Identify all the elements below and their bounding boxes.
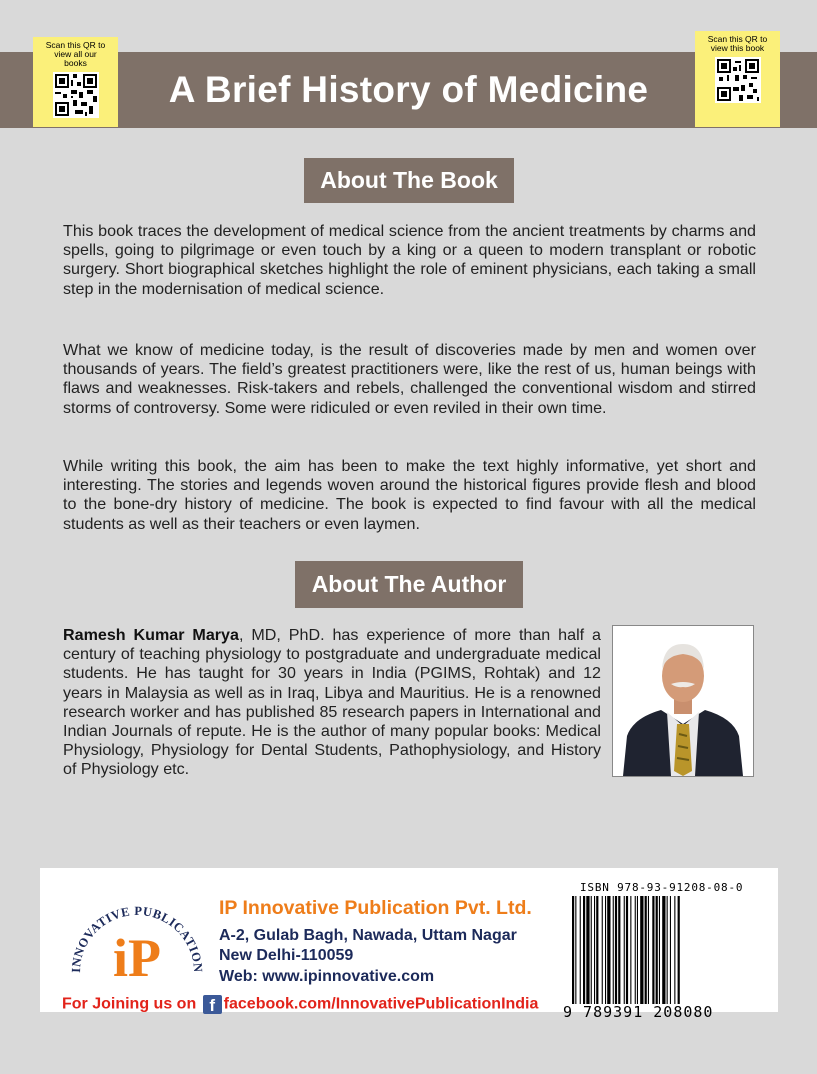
barcode-bar — [626, 896, 628, 1004]
barcode-bar — [674, 896, 675, 1012]
barcode-bar — [602, 896, 603, 1004]
qr-box-all-books[interactable] — [33, 37, 118, 127]
about-book-paragraph-2: What we know of medicine today, is the result of discoveries made by men and women over thousands of years. The field’s greatest practitioners were, like the rest of us, human beings with flaws and weaknesses. Risk-takers and rebels, challenged the conventional wisdom and stirred storms of controversy. Some were ridiculed or even reviled in their own time. — [63, 341, 756, 417]
barcode-digits: 9 789391 208080 — [563, 1003, 714, 1021]
barcode-bar — [613, 896, 614, 1004]
qr-label-this-book: Scan this QR to view this book — [707, 34, 768, 53]
barcode-bar — [583, 896, 585, 1004]
qr-box-this-book[interactable] — [695, 31, 780, 127]
barcode-bar — [667, 896, 668, 1004]
barcode-bar — [670, 896, 671, 1004]
author-bio-text: , MD, PhD. has experience of more than half a century of teaching physiology to postgraduate and undergraduate medical students. He has taught for 30 years in India (PGIMS, Rohtak) and 12 years in Malaysia as well as in Iraq, Libya and Mauritius. He is a renowned research worker and has published 85 research papers in International and Indian Journals of repute. He is the author of many popular books: Medical Physiology, Physiology for Dental Students, Pathophysiology, and History of Physiology etc. — [63, 626, 602, 779]
barcode-bar — [596, 896, 598, 1004]
barcode-bar — [640, 896, 643, 1004]
barcode-bar — [656, 896, 658, 1004]
barcode-bar — [605, 896, 606, 1004]
barcode-bar — [662, 896, 665, 1004]
about-author-heading: About The Author — [295, 561, 523, 608]
qr-code-icon — [53, 72, 99, 118]
isbn-label: ISBN 978-93-91208-08-0 — [580, 881, 744, 894]
barcode-bar — [572, 896, 574, 1012]
barcode-bar — [630, 896, 631, 1004]
barcode-bar — [575, 896, 576, 1012]
facebook-icon[interactable]: f — [203, 995, 222, 1014]
facebook-link[interactable]: facebook.com/InnovativePublicationIndia — [223, 995, 539, 1013]
barcode-bar — [586, 896, 589, 1004]
barcode-bar — [624, 896, 625, 1004]
publisher-website[interactable]: Web: www.ipinnovative.com — [219, 968, 435, 985]
barcode-bar — [591, 896, 592, 1004]
join-label: For Joining us on — [62, 995, 197, 1013]
author-bio — [63, 626, 601, 780]
author-name: Ramesh Kumar Marya — [63, 626, 239, 644]
logo-arc-text: INNOVATIVE PUBLICATION — [68, 903, 206, 974]
barcode-bar — [678, 896, 680, 1012]
barcode-bar — [637, 896, 638, 1004]
about-book-paragraph-3: While writing this book, the aim has been to make the text highly informative, yet short and interesting. The stories and legends woven around the historical figures provide flesh and blood to the bone-dry history of medicine. The book is expected to find favour with all the medical students as well as their teachers or even laymen. — [63, 457, 756, 533]
publisher-address-line1: A-2, Gulab Bagh, Nawada, Uttam Nagar — [219, 927, 517, 944]
barcode-bar — [652, 896, 654, 1004]
barcode-bar — [594, 896, 595, 1004]
qr-label-all-books: Scan this QR to view all our books — [45, 40, 106, 68]
barcode-bar — [635, 896, 636, 1004]
qr-code-icon — [715, 57, 761, 103]
author-photo — [612, 625, 754, 777]
publisher-address-line2: New Delhi-110059 — [219, 947, 354, 964]
author-portrait — [613, 626, 753, 776]
publisher-logo[interactable] — [62, 884, 212, 988]
barcode-bar — [648, 896, 649, 1004]
logo-letters: iP — [113, 928, 161, 988]
isbn-barcode — [566, 896, 746, 1012]
book-title: A Brief History of Medicine — [168, 69, 649, 110]
barcode-bar — [580, 896, 581, 1004]
about-book-paragraph-1: This book traces the development of medical science from the ancient treatments by charms and spells, going to pilgrimage or even touch by a king or a queen to modern transplant or robotic surgery. Short biographical sketches highlight the role of eminent physicians, each taking a small step in the modernisation of medical science. — [63, 222, 756, 298]
publisher-name: IP Innovative Publication Pvt. Ltd. — [219, 897, 532, 919]
barcode-bar — [659, 896, 660, 1004]
facebook-row — [62, 995, 538, 1017]
about-book-heading: About The Book — [304, 158, 514, 203]
barcode-bar — [615, 896, 617, 1004]
barcode-bar — [645, 896, 647, 1004]
barcode-bar — [607, 896, 610, 1004]
barcode-bar — [618, 896, 620, 1004]
